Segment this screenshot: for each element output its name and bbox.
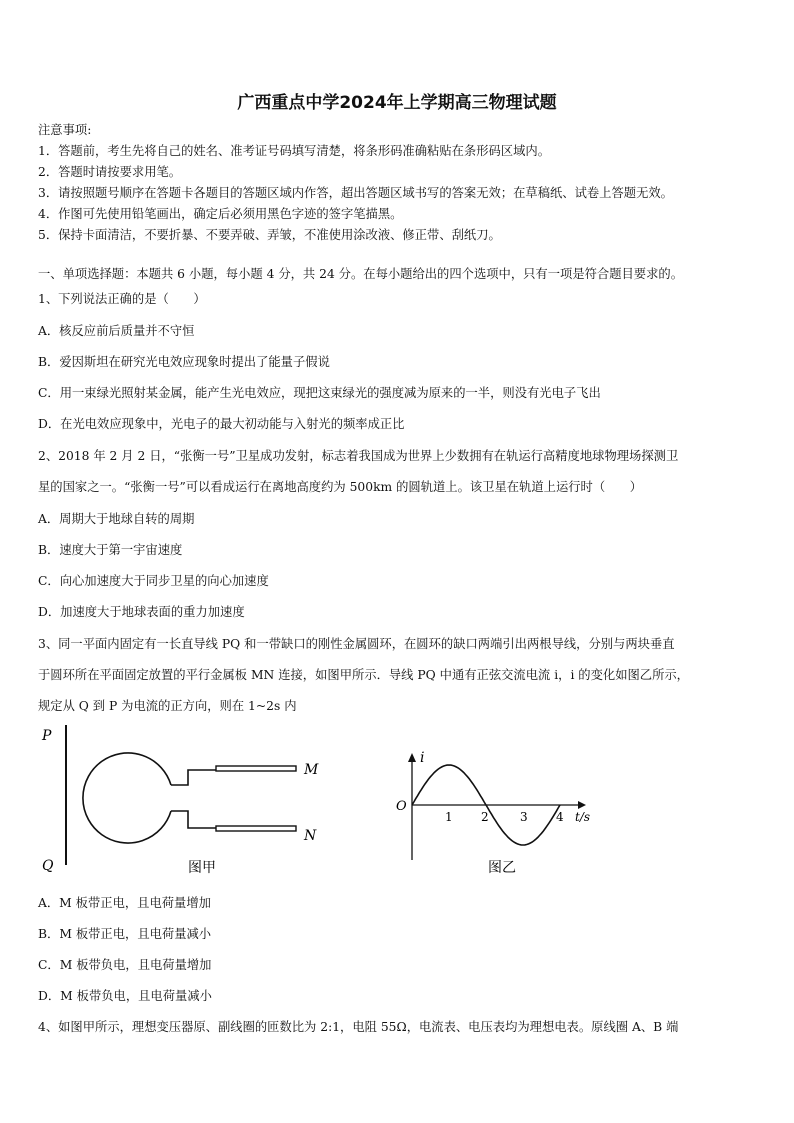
question-3-stem-line1: 3、同一平面内固定有一长直导线 PQ 和一带缺口的刚性金属圆环，在圆环的缺口两端引出两根导线，分别与两块垂直 [38,637,675,651]
question-3-stem-line2: 于圆环所在平面固定放置的平行金属板 MN 连接，如图甲所示．导线 PQ 中通有正弦交流电流 i，i 的变化如图乙所示， [38,668,689,682]
question-4-stem-line1: 4、如图甲所示，理想变压器原、副线圈的匝数比为 2:1，电阻 55Ω，电流表、电压表均为理想电表。原线圈 A、B 端 [38,1020,679,1034]
label-q: Q [42,858,54,874]
notice-item: 4．作图可先使用铅笔画出，确定后必须用黑色字迹的签字笔描黑。 [38,207,403,221]
notice-item: 3．请按照题号顺序在答题卡各题目的答题区域内作答，超出答题区域书写的答案无效；在草稿纸、试卷上答题无效。 [38,186,673,200]
question-3-option-a: A．M 板带正电，且电荷量增加 [38,896,211,910]
question-2-stem-line1: 2、2018 年 2 月 2 日，“张衡一号”卫星成功发射，标志着我国成为世界上少数拥有在轨运行高精度地球物理场探测卫 [38,449,679,463]
question-3-option-c: C．M 板带负电，且电荷量增加 [38,958,212,972]
label-p: P [42,728,52,744]
label-t: t/s [575,810,591,824]
page-title: 广西重点中学2024年上学期高三物理试题 [237,93,557,113]
figure-jia [41,725,319,876]
question-2-stem-line2: 星的国家之一。“张衡一号”可以看成运行在离地高度约为 500km 的圆轨道上。该卫星在轨道上运行时（ ） [38,480,643,494]
question-2-option-d: D．加速度大于地球表面的重力加速度 [38,605,245,619]
question-1-option-d: D．在光电效应现象中，光电子的最大初动能与入射光的频率成正比 [38,417,405,431]
label-i: i [420,750,425,766]
notice-item: 2．答题时请按要求用笔。 [38,165,182,179]
label-n: N [304,828,317,844]
lead-wire-top [171,770,216,785]
question-1-option-a: A．核反应前后质量并不守恒 [38,324,195,338]
question-3-stem-line3: 规定从 Q 到 P 为电流的正方向，则在 1~2s 内 [38,699,297,713]
section-heading: 一、单项选择题：本题共 6 小题，每小题 4 分，共 24 分。在每小题给出的四个选项中，只有一项是符合题目要求的。 [38,267,683,281]
question-2-option-b: B．速度大于第一宇宙速度 [38,543,183,557]
metal-ring [83,753,171,843]
plate-m [216,766,296,771]
tick-1: 1 [445,810,453,824]
plate-n [216,826,296,831]
notice-heading: 注意事项: [38,123,92,137]
question-3-figure [38,720,598,880]
tick-2: 2 [481,810,489,824]
question-2-option-a: A．周期大于地球自转的周期 [38,512,195,526]
question-1-option-c: C．用一束绿光照射某金属，能产生光电效应，现把这束绿光的强度减为原来的一半，则没有光电子飞出 [38,386,601,400]
t-axis-arrow [578,801,586,809]
notice-item: 5．保持卡面清洁，不要折暴、不要弄破、弄皱，不准使用涂改液、修正带、刮纸刀。 [38,228,501,242]
question-3-option-b: B．M 板带正电，且电荷量减小 [38,927,212,941]
notice-item: 1．答题前，考生先将自己的姓名、准考证号码填写清楚，将条形码准确粘贴在条形码区域内。 [38,144,550,158]
label-origin: O [396,799,407,814]
tick-4: 4 [556,810,564,824]
lead-wire-bottom [171,811,216,828]
figure-yi [396,750,590,876]
caption-yi: 图乙 [488,860,516,876]
question-1-stem: 1、下列说法正确的是（ ） [38,292,206,306]
i-axis-arrow [408,753,416,762]
tick-3: 3 [520,810,528,824]
caption-jia: 图甲 [188,860,216,876]
question-3-option-d: D．M 板带负电，且电荷量减小 [38,989,212,1003]
label-m: M [304,762,319,778]
question-2-option-c: C．向心加速度大于同步卫星的向心加速度 [38,574,269,588]
question-1-option-b: B．爱因斯坦在研究光电效应现象时提出了能量子假说 [38,355,330,369]
